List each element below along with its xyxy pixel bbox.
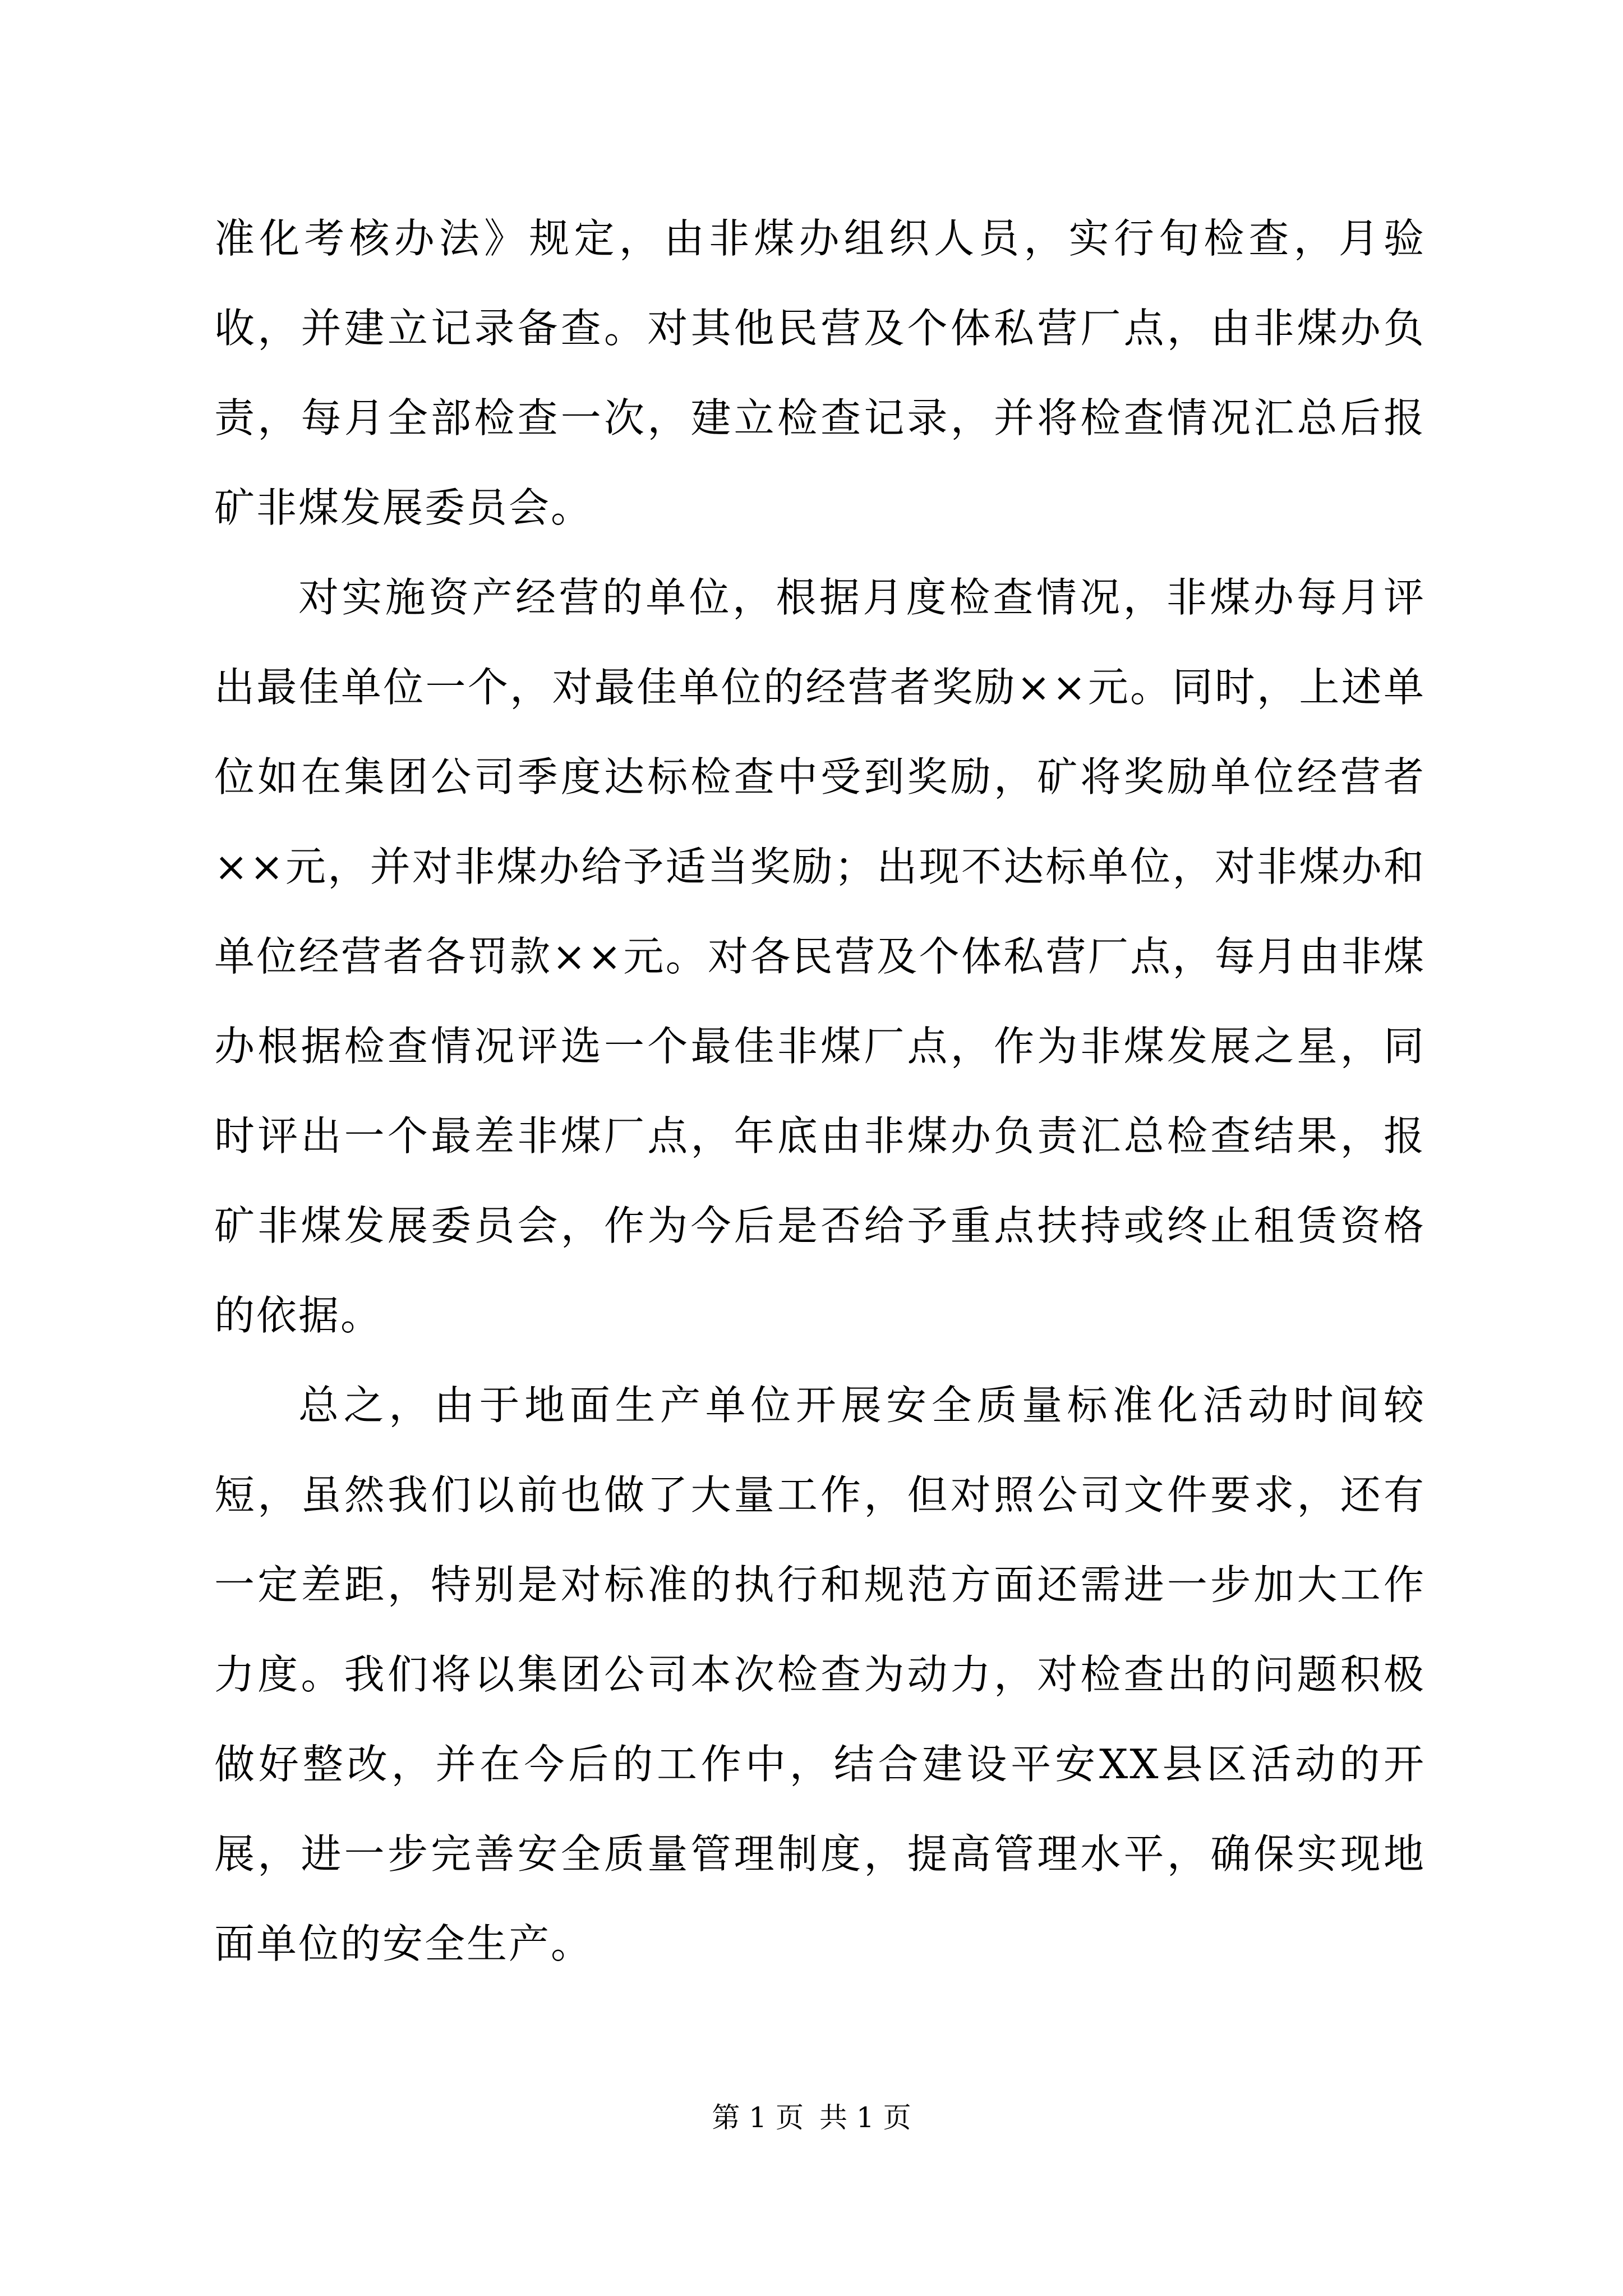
document-body xyxy=(214,194,1426,1989)
page-number-current: 第 1 页 xyxy=(712,2101,804,2134)
paragraph-2: 对实施资产经营的单位，根据月度检查情况，非煤办每月评出最佳单位一个，对最佳单位的经营者奖励××元。同时，上述单位如在集团公司季度达标检查中受到奖励，矿将奖励单位经营者××元，并对非煤办给予适当奖励；出现不达标单位，对非煤办和单位经营者各罚款××元。对各民营及个体私营厂点，每月由非煤办根据检查情况评选一个最佳非煤厂点，作为非煤发展之星，同时评出一个最差非煤厂点，年底由非煤办负责汇总检查结果，报矿非煤发展委员会，作为今后是否给予重点扶持或终止租赁资格的依据。 xyxy=(214,574,1426,1339)
paragraph-3: 总之，由于地面生产单位开展安全质量标准化活动时间较短，虽然我们以前也做了大量工作，但对照公司文件要求，还有一定差距，特别是对标准的执行和规范方面还需进一步加大工作力度。我们将以集团公司本次检查为动力，对检查出的问题积极做好整改，并在今后的工作中，结合建设平安XX县区活动的开展，进一步完善安全质量管理制度，提高管理水平，确保实现地面单位的安全生产。 xyxy=(214,1382,1426,1967)
paragraph-1: 准化考核办法》规定，由非煤办组织人员，实行旬检查，月验收，并建立记录备查。对其他民营及个体私营厂点，由非煤办负责，每月全部检查一次，建立检查记录，并将检查情况汇总后报矿非煤发展委员会。 xyxy=(214,215,1426,531)
page-number-total: 共 1 页 xyxy=(819,2101,911,2134)
page-footer xyxy=(0,2101,1623,2134)
